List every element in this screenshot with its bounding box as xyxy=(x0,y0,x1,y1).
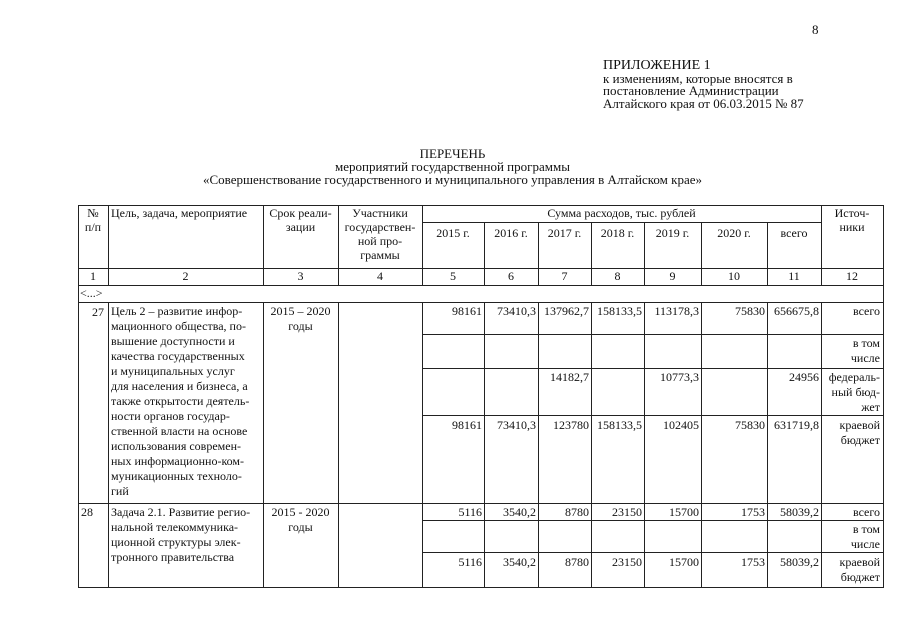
funding-source: числе xyxy=(850,351,880,365)
funding-source: бюджет xyxy=(840,433,880,447)
header-year: 2017 г. xyxy=(547,226,582,240)
column-number: 10 xyxy=(728,269,740,283)
header-sources: Источ- xyxy=(834,206,870,220)
table-rule xyxy=(78,587,884,588)
table-rule xyxy=(78,302,884,303)
row-description: Задача 2.1. Развитие регио- xyxy=(111,505,251,519)
header-term: Срок реали- xyxy=(269,206,332,220)
header-year: 2020 г. xyxy=(717,226,751,240)
table-rule xyxy=(422,302,423,588)
amount-cell: 23150 xyxy=(612,555,642,569)
header-year: 2019 г. xyxy=(655,226,690,240)
table-rule xyxy=(338,302,339,588)
column-number: 8 xyxy=(614,269,621,283)
header-year: 2015 г. xyxy=(436,226,470,240)
amount-cell: 137962,7 xyxy=(544,304,589,318)
amount-cell: 73410,3 xyxy=(497,304,536,318)
amount-cell: 1753 xyxy=(741,555,765,569)
amount-cell: 23150 xyxy=(612,505,642,519)
row-term: годы xyxy=(288,520,313,534)
row-number: 28 xyxy=(81,505,93,519)
row-description: тронного правительства xyxy=(111,550,235,564)
amount-cell: 98161 xyxy=(452,418,482,432)
table-rule xyxy=(422,368,884,369)
table-rule xyxy=(767,302,768,588)
table-rule xyxy=(78,285,884,286)
column-number: 6 xyxy=(508,269,514,283)
row-description: также открытости деятель- xyxy=(111,394,250,408)
table-rule xyxy=(422,520,884,521)
row-term: 2015 - 2020 xyxy=(271,505,330,519)
amount-cell: 3540,2 xyxy=(503,505,536,519)
skip-marker: <...> xyxy=(80,286,103,300)
amount-cell: 14182,7 xyxy=(550,370,589,384)
funding-source: в том xyxy=(852,336,880,350)
document-subtitle: мероприятий государственной программы xyxy=(335,159,570,174)
header-participants: Участники xyxy=(352,206,408,220)
amount-cell: 58039,2 xyxy=(780,555,819,569)
table-rule xyxy=(484,302,485,588)
amount-cell: 24956 xyxy=(789,370,819,384)
row-description: ности органов государ- xyxy=(111,409,230,423)
amount-cell: 73410,3 xyxy=(497,418,536,432)
header-year: всего xyxy=(780,226,808,240)
amount-cell: 123780 xyxy=(553,418,589,432)
funding-source: в том xyxy=(852,522,880,536)
appendix-title: ПРИЛОЖЕНИЕ 1 xyxy=(603,58,711,73)
amount-cell: 15700 xyxy=(669,505,699,519)
amount-cell: 1753 xyxy=(741,505,765,519)
row-description: для населения и бизнеса, а xyxy=(111,379,248,393)
table-rule xyxy=(263,302,264,588)
funding-source: краевой xyxy=(839,555,880,569)
amount-cell: 113178,3 xyxy=(654,304,699,318)
appendix-block xyxy=(603,60,804,110)
header-sources: ники xyxy=(839,220,865,234)
column-number: 2 xyxy=(182,269,189,283)
header-participants: ной про- xyxy=(357,234,403,248)
row-term: 2015 – 2020 xyxy=(270,304,331,318)
table-rule xyxy=(78,205,79,588)
page-number: 8 xyxy=(812,22,819,37)
column-number: 4 xyxy=(377,269,383,283)
table-rule xyxy=(422,334,884,335)
amount-cell: 656675,8 xyxy=(774,304,819,318)
funding-source: числе xyxy=(850,537,880,551)
funding-source: бюджет xyxy=(840,570,880,584)
column-number: 12 xyxy=(846,269,858,283)
funding-source: федераль- xyxy=(828,370,880,384)
table-rule xyxy=(538,302,539,588)
amount-cell: 75830 xyxy=(735,304,765,318)
header-participants: государствен- xyxy=(344,220,416,234)
table-rule xyxy=(78,503,884,504)
amount-cell: 8780 xyxy=(565,505,589,519)
funding-source: всего xyxy=(852,304,880,318)
funding-source: жет xyxy=(861,400,880,414)
row-description: нальной телекоммуника- xyxy=(111,520,239,534)
column-number: 3 xyxy=(297,269,304,283)
amount-cell: 15700 xyxy=(669,555,699,569)
column-number: 5 xyxy=(450,269,456,283)
appendix-line: Алтайского края от 06.03.2015 № 87 xyxy=(603,95,804,111)
document-title: ПЕРЕЧЕНЬ xyxy=(419,146,486,161)
header-sum-group: Сумма расходов, тыс. рублей xyxy=(547,206,696,220)
row-term: годы xyxy=(288,319,313,333)
row-description: гий xyxy=(111,484,129,498)
row-description: вышение доступности и xyxy=(111,334,235,348)
amount-cell: 10773,3 xyxy=(660,370,699,384)
column-number: 11 xyxy=(788,269,800,283)
table-rule xyxy=(422,222,822,223)
program-name: «Совершенствование государственного и муниципального управления в Алтайском крае» xyxy=(202,172,703,187)
table-rule xyxy=(883,205,884,588)
row-description: и муниципальных услуг xyxy=(111,364,235,378)
header-year: 2018 г. xyxy=(600,226,635,240)
amount-cell: 102405 xyxy=(663,418,699,432)
header-participants: граммы xyxy=(360,248,400,262)
row-description: мационного общества, по- xyxy=(111,319,246,333)
table-rule xyxy=(591,302,592,588)
funding-source: краевой xyxy=(839,418,880,432)
table-rule xyxy=(422,552,884,553)
header-number: п/п xyxy=(84,220,102,234)
amount-cell: 158133,5 xyxy=(597,418,642,432)
row-description: качества государственных xyxy=(111,349,245,363)
amount-cell: 58039,2 xyxy=(780,505,819,519)
amount-cell: 75830 xyxy=(735,418,765,432)
appendix-line: к изменениям, которые вносятся в xyxy=(603,70,793,86)
row-description: муникационных техноло- xyxy=(111,469,242,483)
funding-source: ный бюд- xyxy=(831,385,880,399)
row-number: 27 xyxy=(92,305,104,319)
column-number: 9 xyxy=(669,269,676,283)
amount-cell: 158133,5 xyxy=(597,304,642,318)
row-description: Цель 2 – развитие инфор- xyxy=(111,304,243,318)
row-description: ных информационно-ком- xyxy=(111,454,245,468)
header-number: № xyxy=(87,206,99,220)
row-description: ционной структуры элек- xyxy=(111,535,241,549)
table-rule xyxy=(422,415,884,416)
header-year: 2016 г. xyxy=(494,226,528,240)
header-goal: Цель, задача, мероприятие xyxy=(111,206,248,220)
table-rule xyxy=(108,302,109,588)
header-term: зации xyxy=(285,220,316,234)
column-number: 1 xyxy=(90,269,96,283)
amount-cell: 631719,8 xyxy=(774,418,819,432)
column-number: 7 xyxy=(561,269,568,283)
amount-cell: 5116 xyxy=(458,555,482,569)
funding-source: всего xyxy=(852,505,880,519)
table-rule xyxy=(644,302,645,588)
amount-cell: 5116 xyxy=(458,505,482,519)
appendix-line: постановление Администрации xyxy=(603,83,779,98)
table-rule xyxy=(701,302,702,588)
amount-cell: 98161 xyxy=(452,304,482,318)
amount-cell: 3540,2 xyxy=(503,555,536,569)
row-description: ственной власти на основе xyxy=(111,424,248,438)
amount-cell: 8780 xyxy=(565,555,589,569)
row-description: использования современ- xyxy=(111,439,241,453)
